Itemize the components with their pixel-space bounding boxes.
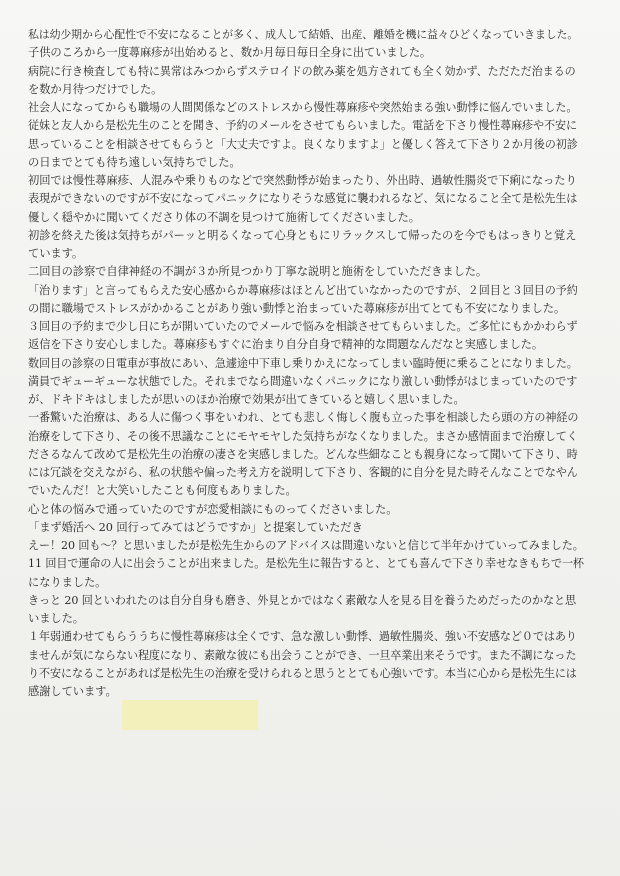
letter-line: 「治ります」と言ってもらえた安心感からか蕁麻疹はほとんど出ていなかったのですが、２回目と３回目の予約 xyxy=(28,283,578,297)
letter-line: が、ドキドキはしましたが思いのほか治療で効果が出てきていると嬉しく思いました。 xyxy=(28,393,465,406)
letter-line: 感謝しています。 xyxy=(28,685,117,698)
letter-line: 「まず婚活へ 20 回行ってみてはどうですか」と提案していただき xyxy=(28,520,363,534)
letter-line: の間に職場でストレスがかかることがあり強い動悸と治まっていた蕁麻疹が出てとても不安になりました。 xyxy=(28,301,566,315)
letter-line: になりました。 xyxy=(28,575,107,589)
letter-line: ３回目の予約まで少し日にちが開いていたのでメールで悩みを相談させてもらいました。ご多忙にもかかわらず xyxy=(28,320,578,333)
letter-line: 数回目の診察の日電車が事故にあい、急遽途中下車し乗りかえになってしまい臨時便に乗ることになりました。 xyxy=(28,356,578,370)
letter-line: 子供のころから一度蕁麻疹が出始めると、数か月毎日毎日全身に出ていました。 xyxy=(28,46,432,60)
letter-line: 初回では慢性蕁麻疹、人混みや乗りものなどで突然動悸が始まったり、外出時、過敏性腸炎で下痢になったり xyxy=(28,174,577,187)
letter-line: いました。 xyxy=(28,612,84,625)
letter-line: 満員でギューギューな状態でした。それまでなら間違いなくパニックになり激しい動悸がはじまっていたのです xyxy=(28,374,578,388)
letter-line: 思っていることを相談させてもらうと「大丈夫ですよ。良くなりますよ」と優しく答えて下さり２か月後の初診 xyxy=(28,137,578,151)
letter-line: を数か月待つだけでした。 xyxy=(28,82,163,96)
letter-line: 優しく穏やかに聞いてくださり体の不調を見つけて施術してくださいました。 xyxy=(28,210,420,224)
letter-line: 返信を下さり安心しました。蕁麻疹もすぐに治まり自分自身で精神的な問題なんだなと実感しました。 xyxy=(28,338,544,352)
letter-line: 二回目の診察で自律神経の不調が３か所見つかり丁寧な説明と施術をしていただきました。 xyxy=(28,265,488,279)
letter-line: きっと 20 回といわれたのは自分自身も磨き、外見とかではなく素敵な人を見る目を養うためだったのかなと思 xyxy=(28,593,577,607)
letter-line: 従妹と友人から是松先生のことを聞き、予約のメールをさせてもらいました。電話を下さり慢性蕁麻疹や不安に xyxy=(28,119,578,133)
letter-line: でいたんだ！と大笑いしたことも何度もありました。 xyxy=(28,484,297,498)
letter-line: 社会人になってからも職場の人間関係などのストレスから慢性蕁麻疹や突然始まる強い動悸に悩んでいました。 xyxy=(28,101,578,114)
letter-line: 病院に行き検査しても特に異常はみつからずステロイドの飲み薬を処方されても全く効かず、ただただ治まるの xyxy=(28,64,576,78)
letter-line: ています。 xyxy=(28,247,84,260)
letter-line: 治療をして下さり、その後不思議なことにモヤモヤした気持ちがなくなりました。まさか感情面まで治療してく xyxy=(28,429,578,443)
letter-line: 11 回目で運命の人に出会うことが出来ました。是松先生に報告すると、とても喜んで下さり幸せなきもちで一杯 xyxy=(28,557,584,571)
letter-line: ださるなんて改めて是松先生の治療の凄さを実感しました。どんな些細なことも親身になって聞いて下さり、時 xyxy=(28,447,578,461)
letter-line: 一番驚いた治療は、ある人に傷つく事をいわれ、とても悲しく悔しく腹も立った事を相談したら頭の方の神経の xyxy=(28,411,579,425)
letter-line: 初診を終えた後は気持ちがパーッと明るくなって心身ともにリラックスして帰ったのを今でもはっきりと覚え xyxy=(28,228,577,242)
letter-line: １年弱通わせてもらううちに慢性蕁麻疹は全くです、急な激しい動悸、過敏性腸炎、強い不安感など０ではあり xyxy=(28,630,577,644)
letter-line: 私は幼少期から心配性で不安になることが多く、成人して結婚、出産、離婚を機に益々ひどくなっていきました。 xyxy=(28,28,579,41)
letter-line: 心と体の悩みで通っていたのですが恋愛相談にものってくださいました。 xyxy=(28,502,398,516)
letter-line: り不安になることがあれば是松先生の治療を受けられると思うととても心強いです。本当に心から是松先生には xyxy=(28,666,577,680)
testimonial-letter xyxy=(28,26,584,701)
letter-line: ませんが気にならない程度になり、素敵な彼にも出会うことができ、一旦卒業出来そうです。また不調になった xyxy=(28,648,577,662)
letter-line: の日までとても待ち遠しい気持ちでした。 xyxy=(28,155,241,169)
redaction-highlight xyxy=(122,700,258,730)
letter-line: えー！20 回も～？と思いましたが是松先生からのアドバイスは間違いないと信じて半年かけていってみました。 xyxy=(28,539,584,552)
letter-line: 表現ができないのですが不安になってパニックになりそうな感覚に襲われるなど、気になること全て是松先生は xyxy=(28,192,578,206)
letter-line: には冗談を交えながら、私の状態や偏った考え方を説明して下さり、客観的に自分を見た時そんなことでなやん xyxy=(28,466,578,479)
